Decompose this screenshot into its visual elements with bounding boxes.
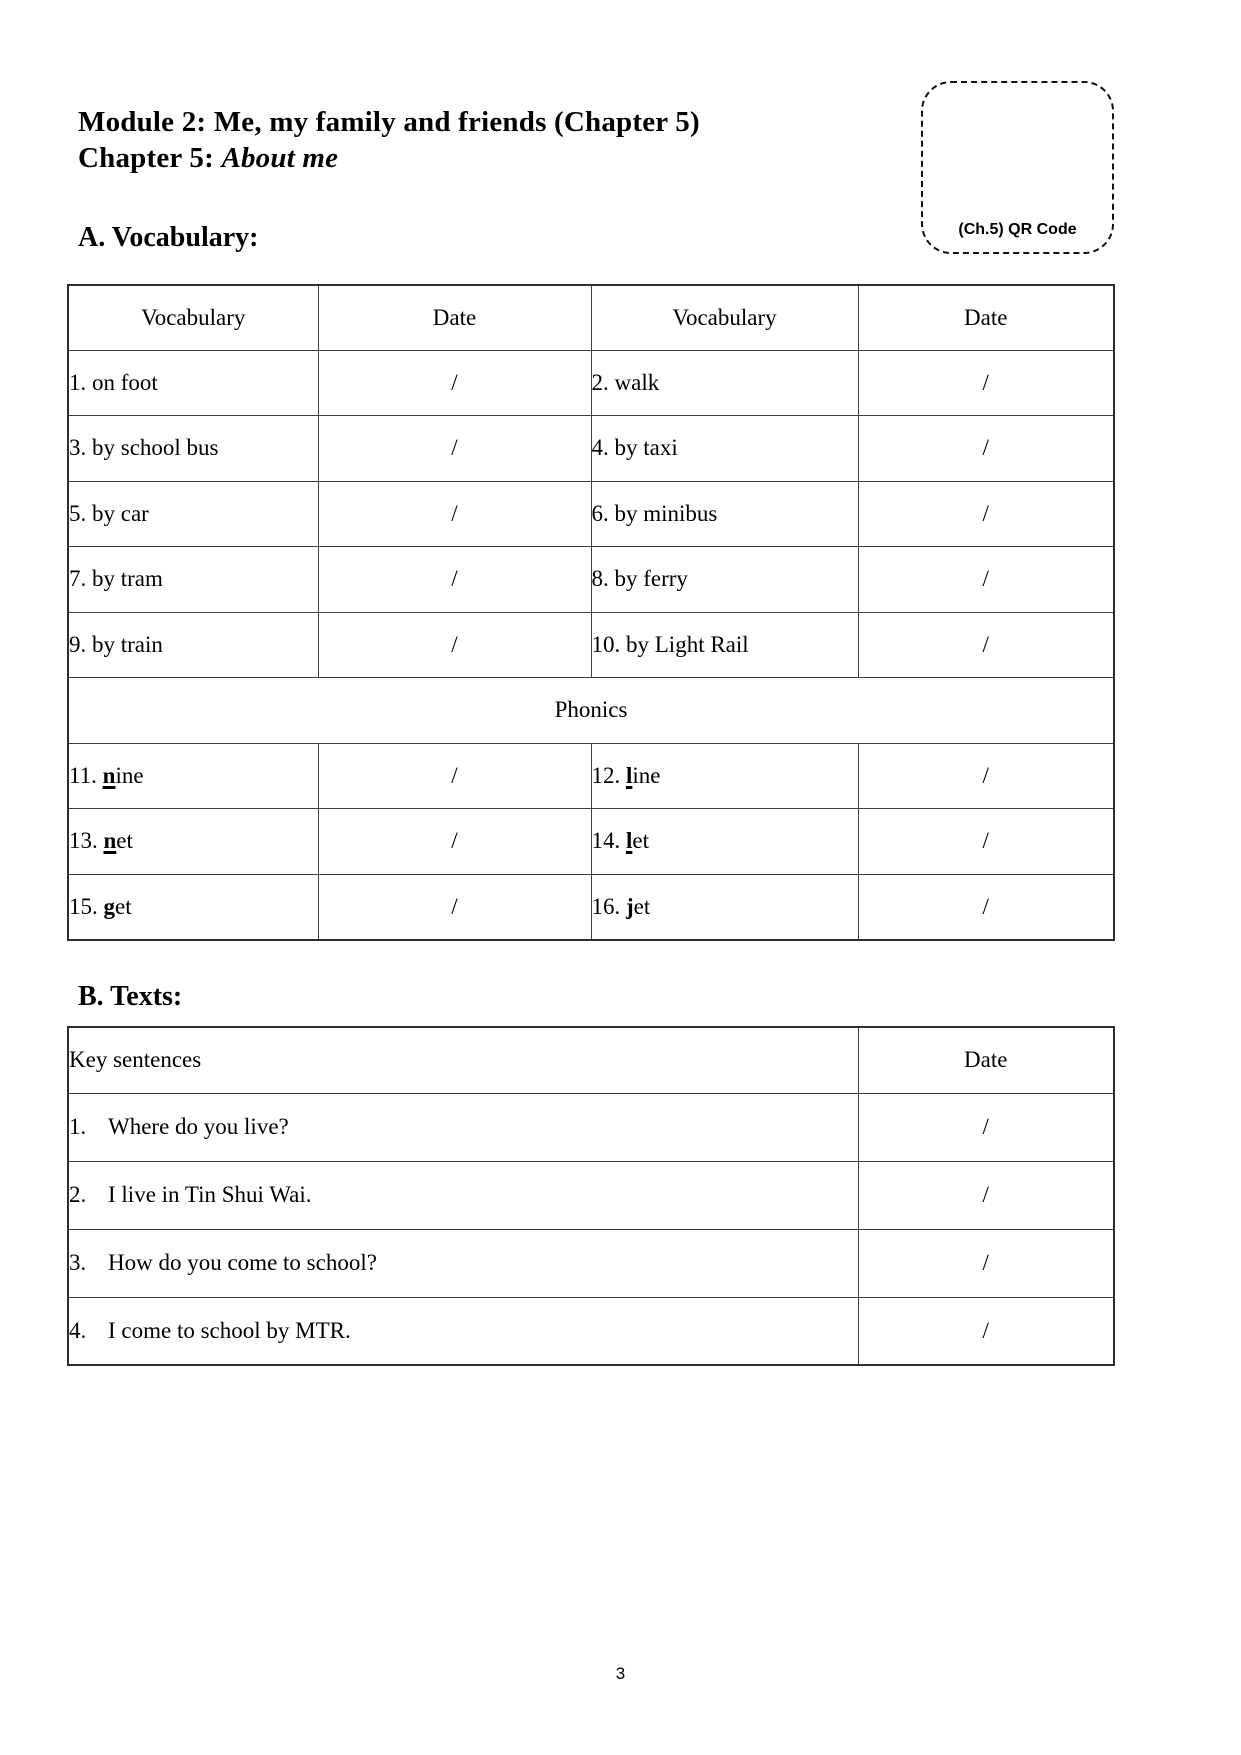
key-sentence <box>68 1297 858 1365</box>
vocab-item: 3. by school bus <box>68 416 318 482</box>
section-a-heading: A. Vocabulary: <box>78 222 259 253</box>
date-mark-cell: / <box>858 547 1114 613</box>
phonics-letter: n <box>102 762 116 788</box>
phonics-letter: n <box>103 828 117 854</box>
date-mark-cell: / <box>858 1229 1114 1297</box>
date-mark-cell: / <box>858 1297 1114 1365</box>
date-mark-cell: / <box>858 1093 1114 1161</box>
phonics-rest: ine <box>632 762 661 788</box>
vocab-item: 1. on foot <box>68 350 318 416</box>
vocab-item: 10. by Light Rail <box>591 612 858 678</box>
date-mark-cell: / <box>858 350 1114 416</box>
key-sentence <box>68 1161 858 1229</box>
phonics-item <box>591 874 858 940</box>
phonics-letter: l <box>626 828 633 854</box>
vocab-item: 8. by ferry <box>591 547 858 613</box>
phonics-rest: ine <box>115 762 144 788</box>
date-header-cell: Date <box>858 1027 1114 1093</box>
sentence-text: How do you come to school? <box>108 1250 377 1275</box>
texts-header-row <box>68 1027 1114 1093</box>
phonics-word-row <box>68 874 1114 940</box>
date-mark-cell: / <box>858 874 1114 940</box>
phonics-rest: et <box>115 893 132 919</box>
sentence-row <box>68 1297 1114 1365</box>
phonics-prefix: 11. <box>69 762 103 788</box>
key-sentence <box>68 1229 858 1297</box>
date-mark-cell: / <box>858 416 1114 482</box>
date-mark-cell: / <box>318 612 591 678</box>
phonics-word-row <box>68 743 1114 809</box>
vocab-item: 4. by taxi <box>591 416 858 482</box>
phonics-item <box>68 809 318 875</box>
phonics-label: Phonics <box>68 678 1114 744</box>
phonics-letter: g <box>103 893 115 919</box>
vocabulary-table <box>67 284 1115 941</box>
vocab-item: 9. by train <box>68 612 318 678</box>
date-header-cell: Date <box>858 285 1114 350</box>
date-mark-cell: / <box>318 809 591 875</box>
phonics-rest: et <box>116 828 133 854</box>
vocab-row <box>68 481 1114 547</box>
vocab-row <box>68 612 1114 678</box>
date-mark-cell: / <box>318 416 591 482</box>
vocab-item: 2. walk <box>591 350 858 416</box>
phonics-prefix: 16. <box>591 893 626 919</box>
date-mark-cell: / <box>858 1161 1114 1229</box>
vocab-item: 7. by tram <box>68 547 318 613</box>
sentence-number: 2. <box>69 1182 87 1207</box>
vocab-header-cell: Vocabulary <box>68 285 318 350</box>
sentence-text: I live in Tin Shui Wai. <box>108 1182 312 1207</box>
sentence-row <box>68 1093 1114 1161</box>
phonics-item <box>68 743 318 809</box>
qr-code-box <box>921 81 1114 254</box>
date-header-cell: Date <box>318 285 591 350</box>
date-mark-cell: / <box>858 743 1114 809</box>
module-title: Module 2: Me, my family and friends (Chapter 5) <box>78 106 700 138</box>
sentence-row <box>68 1229 1114 1297</box>
sentence-text: Where do you live? <box>108 1114 289 1139</box>
section-b-heading: B. Texts: <box>78 981 183 1012</box>
vocab-header-row <box>68 285 1114 350</box>
vocab-header-cell: Vocabulary <box>591 285 858 350</box>
date-mark-cell: / <box>318 350 591 416</box>
date-mark-cell: / <box>858 809 1114 875</box>
vocab-row <box>68 350 1114 416</box>
date-mark-cell: / <box>318 481 591 547</box>
vocab-item: 5. by car <box>68 481 318 547</box>
phonics-letter: l <box>626 762 633 788</box>
phonics-letter: j <box>626 893 634 919</box>
sentence-row <box>68 1161 1114 1229</box>
vocab-item: 6. by minibus <box>591 481 858 547</box>
phonics-rest: et <box>632 828 649 854</box>
chapter-subtitle <box>78 140 700 176</box>
sentence-number: 4. <box>69 1317 87 1343</box>
date-mark-cell: / <box>318 874 591 940</box>
key-sentence <box>68 1093 858 1161</box>
chapter-subtitle-name: About me <box>221 142 339 174</box>
phonics-prefix: 13. <box>69 828 104 854</box>
phonics-item <box>591 809 858 875</box>
phonics-rest: et <box>633 893 651 919</box>
date-mark-cell: / <box>858 612 1114 678</box>
phonics-item <box>68 874 318 940</box>
sentence-number: 1. <box>69 1114 87 1139</box>
phonics-item <box>591 743 858 809</box>
key-sentences-header-cell: Key sentences <box>68 1027 858 1093</box>
date-mark-cell: / <box>858 481 1114 547</box>
page-number: 3 <box>615 1664 626 1683</box>
date-mark-cell: / <box>318 743 591 809</box>
sentence-text: I come to school by MTR. <box>108 1317 351 1343</box>
chapter-subtitle-prefix: Chapter 5: <box>78 142 222 174</box>
phonics-word-row <box>68 809 1114 875</box>
vocab-row <box>68 547 1114 613</box>
phonics-prefix: 14. <box>591 828 626 854</box>
qr-code-label: (Ch.5) QR Code <box>958 221 1077 238</box>
sentence-number: 3. <box>69 1250 87 1275</box>
phonics-prefix: 15. <box>69 893 104 919</box>
page-title-block <box>78 104 700 176</box>
key-sentences-table <box>67 1026 1115 1366</box>
phonics-prefix: 12. <box>591 762 626 788</box>
phonics-section-row <box>68 678 1114 744</box>
vocab-row <box>68 416 1114 482</box>
date-mark-cell: / <box>318 547 591 613</box>
